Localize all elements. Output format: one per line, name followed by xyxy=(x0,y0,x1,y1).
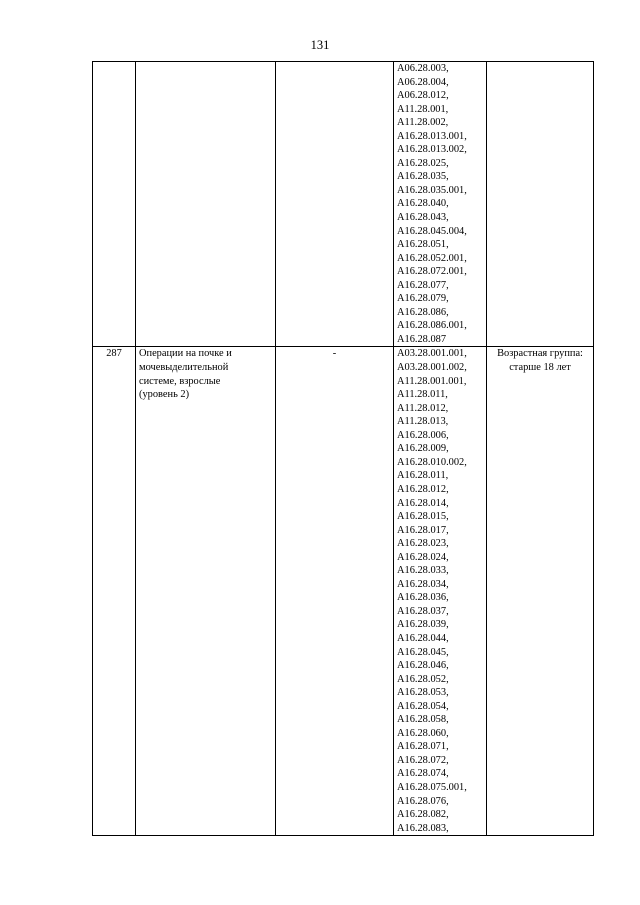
service-code: A06.28.003, xyxy=(397,63,449,74)
service-code: A11.28.011, xyxy=(397,389,448,401)
table-row xyxy=(93,347,594,836)
service-code: A16.28.012, xyxy=(397,483,449,495)
extra-criteria-line: Возрастная группа: xyxy=(497,348,583,360)
service-code: A16.28.044, xyxy=(397,632,449,644)
service-code: A16.28.015, xyxy=(397,511,449,523)
service-code: A16.28.034, xyxy=(397,578,449,590)
service-code: A16.28.071, xyxy=(397,741,449,753)
page-number: 131 xyxy=(310,38,330,52)
group-name-line: Операции на почке и xyxy=(139,348,232,360)
service-code: A16.28.052, xyxy=(397,673,449,685)
service-code: A16.28.017, xyxy=(397,524,449,536)
service-code: A16.28.009, xyxy=(397,443,449,455)
service-codes-cell xyxy=(394,347,487,836)
service-code: A11.28.012, xyxy=(397,402,449,414)
group-name-cell xyxy=(136,347,276,836)
service-code: A16.28.010.002, xyxy=(397,456,467,468)
service-code: A16.28.025, xyxy=(397,157,449,169)
service-code: A16.28.072, xyxy=(397,754,449,766)
service-code: A16.28.011, xyxy=(397,470,449,482)
service-code: A16.28.052.001, xyxy=(397,252,467,264)
service-code: A16.28.040, xyxy=(397,198,449,210)
service-code: A16.28.054, xyxy=(397,700,449,712)
service-code: A03.28.001.002, xyxy=(397,362,467,374)
service-code: A06.28.004, xyxy=(397,76,449,88)
extra-criteria-cell xyxy=(487,347,594,836)
service-code: A16.28.086.001, xyxy=(397,320,467,332)
service-code: A16.28.024, xyxy=(397,551,449,563)
table-body xyxy=(93,62,594,836)
service-code: A16.28.051, xyxy=(397,239,449,251)
service-code: A16.28.033, xyxy=(397,565,449,577)
group-name-line: системе, взрослые xyxy=(139,375,221,387)
table-row xyxy=(93,62,594,347)
service-code: A16.28.014, xyxy=(397,497,449,509)
service-code: A16.28.053, xyxy=(397,687,449,699)
service-code: A16.28.077, xyxy=(397,279,449,291)
service-code: A16.28.046, xyxy=(397,660,449,672)
diagnosis-code-cell: - xyxy=(276,347,394,836)
group-name-line: мочевыделительной xyxy=(139,362,229,374)
service-code: A06.28.012, xyxy=(397,90,449,102)
service-code: A16.28.082, xyxy=(397,809,449,821)
group-name-line: (уровень 2) xyxy=(139,389,190,401)
service-code: A16.28.045.004, xyxy=(397,225,467,237)
row-number-cell: 287 xyxy=(93,347,136,836)
service-code: A16.28.072.001, xyxy=(397,266,467,278)
extra-criteria-line: старше 18 лет xyxy=(509,362,571,374)
service-code: A11.28.001.001, xyxy=(397,375,467,387)
document-table xyxy=(92,61,594,836)
service-code: A16.28.035, xyxy=(397,171,449,183)
service-code: A16.28.043, xyxy=(397,212,449,224)
service-code: A16.28.023, xyxy=(397,538,449,550)
service-code: A16.28.058, xyxy=(397,714,449,726)
service-code: A11.28.002, xyxy=(397,117,449,129)
service-code: A16.28.083, xyxy=(397,822,449,834)
service-code: A16.28.013.002, xyxy=(397,144,467,156)
service-code: A16.28.006, xyxy=(397,429,449,441)
group-name-cell xyxy=(136,62,276,347)
service-code: A16.28.037, xyxy=(397,605,449,617)
service-code: A16.28.060, xyxy=(397,727,449,739)
service-code: A11.28.001, xyxy=(397,103,449,115)
service-code: A16.28.045, xyxy=(397,646,449,658)
extra-criteria-cell xyxy=(487,62,594,347)
service-code: A16.28.075.001, xyxy=(397,781,467,793)
service-code: A16.28.036, xyxy=(397,592,449,604)
service-code: A16.28.079, xyxy=(397,293,449,305)
service-code: A16.28.074, xyxy=(397,768,449,780)
service-code: A16.28.035.001, xyxy=(397,184,467,196)
service-code: A16.28.013.001, xyxy=(397,130,467,142)
service-code: A16.28.086, xyxy=(397,306,449,318)
service-codes-cell xyxy=(394,62,487,347)
service-code: A16.28.087 xyxy=(397,333,447,345)
service-code: A16.28.076, xyxy=(397,795,449,807)
service-code: A16.28.039, xyxy=(397,619,449,631)
diagnosis-code-cell xyxy=(276,62,394,347)
row-number-cell xyxy=(93,62,136,347)
service-code: A11.28.013, xyxy=(397,416,449,428)
service-code: A03.28.001.001, xyxy=(397,348,467,360)
